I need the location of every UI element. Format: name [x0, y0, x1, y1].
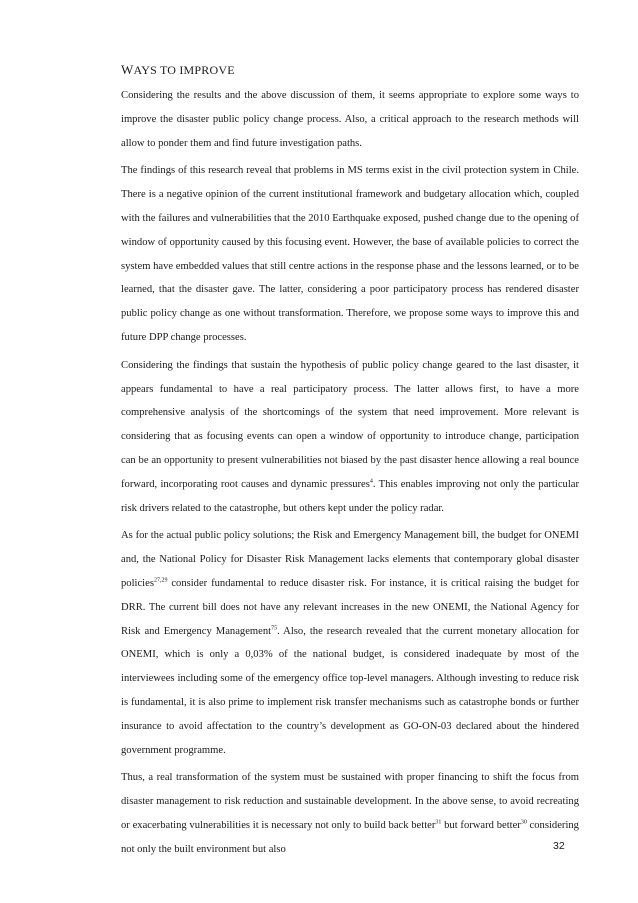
paragraph-4 [121, 524, 579, 762]
paragraph-3 [121, 354, 579, 521]
section-heading [121, 62, 235, 78]
paragraph-3-text-b: . This enables improving not only the particular risk drivers related to the catastrophe, but others kept under the policy radar. [121, 478, 579, 514]
paragraph-4-text-c: . Also, the research revealed that the current monetary allocation for ONEMI, which is only a 0,03% of the national budget, is considered inadequate by most of the interviewees including some of the emergency office top-level managers. Although investing to reduce risk is fundamental, it is also prime to implement risk transfer mechanisms such as catastrophe bonds or further insurance to avoid affectation to the country’s development as GO-ON-03 declared about the hindered government programme. [121, 625, 579, 756]
paragraph-5 [121, 766, 579, 861]
citation-superscript: 27,29 [153, 577, 168, 584]
paragraph-5-text-b: but forward better [441, 819, 521, 831]
citation-superscript: 75 [271, 625, 278, 631]
heading-initial: W [121, 62, 134, 77]
page-number: 32 [553, 840, 565, 852]
citation-superscript: 31 [435, 819, 442, 826]
paragraph-2: The findings of this research reveal that problems in MS terms exist in the civil protection system in Chile. There is a negative opinion of the current institutional framework and budgetary allocation which, coupled with the failures and vulnerabilities that the 2010 Earthquake exposed, pushed change due to the opening of window of opportunity caused by this focusing event. However, the base of available policies to correct the system have embedded values that still centre actions in the response phase and the lessons learned, or to be learned, that the disaster gave. The latter, considering a poor participatory process has rendered disaster public policy change as one without transformation. Therefore, we propose some ways to improve this and future DPP change processes. [121, 165, 579, 343]
paragraph-1: Considering the results and the above discussion of them, it seems appropriate to explore some ways to improve the disaster public policy change process. Also, a critical approach to the research methods will allow to ponder them and find future investigation paths. [121, 90, 579, 149]
paragraph-4-text-b: consider fundamental to reduce disaster risk. For instance, it is critical raising the budget for DRR. The current bill does not have any relevant increases in the new ONEMI, the National Agency for Risk and Emergency Management [121, 577, 579, 637]
paragraph-5-text-c: considering not only the built environment but also [121, 819, 579, 855]
paragraph-5-text-a: Thus, a real transformation of the system must be sustained with proper financing to shift the focus from disaster management to risk reduction and sustainable development. In the above sense, to avoid recreating or exacerbating vulnerabilities it is necessary not only to build back better [121, 772, 579, 831]
citation-superscript: 30 [520, 819, 527, 826]
paragraph-3-text-a: Considering the findings that sustain the hypothesis of public policy change geared to the last disaster, it appears fundamental to have a real participatory process. The latter allows first, to have a more comprehensive analysis of the shortcomings of the system that need improvement. More relevant is considering that as focusing events can open a window of opportunity to introduce change, participation can be an opportunity to present vulnerabilities not biased by the past disaster hence allowing a real bounce forward, incorporating root causes and dynamic pressures [121, 359, 579, 490]
citation-superscript: 4 [369, 478, 373, 485]
paragraph-4-text-a: As for the actual public policy solutions; the Risk and Emergency Management bill, the budget for ONEMI and, the National Policy for Disaster Risk Management lacks elements that contemporary global disaster policies [121, 530, 579, 589]
body-text [121, 84, 579, 866]
heading-rest: AYS TO IMPROVE [133, 63, 235, 77]
